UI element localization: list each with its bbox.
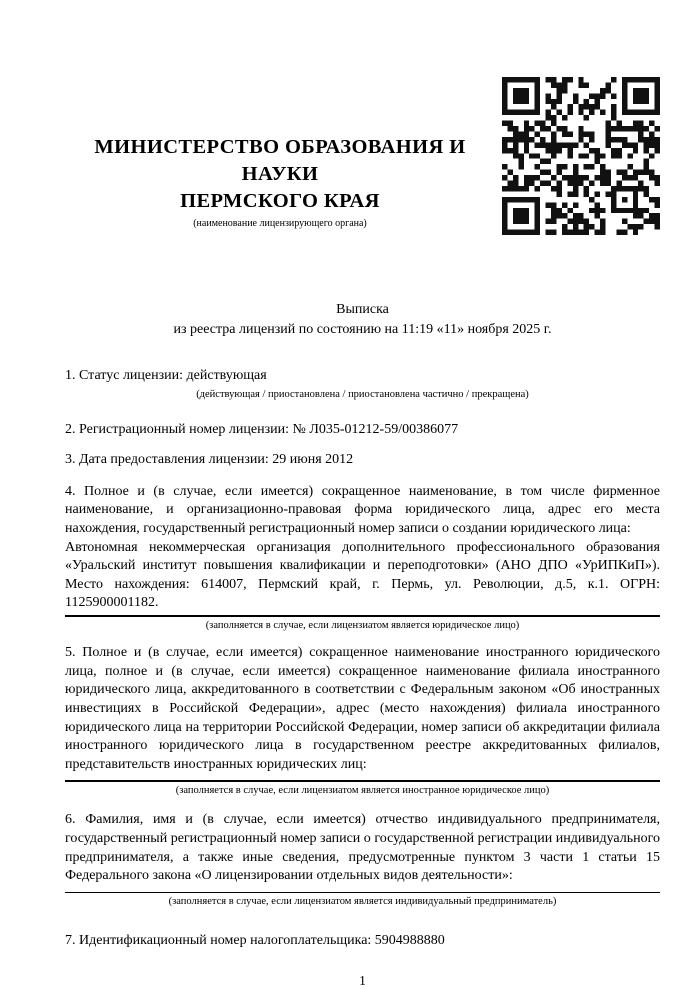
- qr-code: [502, 77, 660, 235]
- item-6-fill-line: [65, 892, 660, 893]
- org-name-caption: (наименование лицензирующего органа): [193, 218, 367, 229]
- issuing-authority: [65, 134, 495, 229]
- item-6-caption: (заполняется в случае, если лицензиатом является индивидуальный предприниматель): [168, 895, 557, 907]
- item-7-taxpayer-number: 7. Идентификационный номер налогоплательщика: 5904988880: [65, 932, 445, 948]
- item-5-caption: (заполняется в случае, если лицензиатом является иностранное юридическое лицо): [175, 785, 550, 797]
- item-4-legal-entity-heading: 4. Полное и (в случае, если имеется) сокращенное наименование, в том числе фирменное наименование, и организационно-правовая форма юридического лица, адрес его места нахождения, государственный регистрационный номер записи о создании юридического лица:: [65, 483, 660, 537]
- document-body: [65, 300, 660, 989]
- document-title: [65, 300, 660, 339]
- title-line1: Выписка: [336, 302, 389, 317]
- document-header: [0, 0, 700, 250]
- item-2-registration-number: 2. Регистрационный номер лицензии: № Л035-01212-59/00386077: [65, 421, 459, 437]
- item-4-caption: (заполняется в случае, если лицензиатом является юридическое лицо): [205, 620, 520, 632]
- item-5-fill-line: [65, 780, 660, 782]
- item-1-license-status: 1. Статус лицензии: действующая: [65, 368, 267, 383]
- page-number: 1: [359, 973, 366, 989]
- title-line2: из реестра лицензий по состоянию на 11:19 «11» ноября 2025 г.: [173, 321, 552, 337]
- qr-code-image: [502, 77, 660, 235]
- item-4-legal-entity-value: Автономная некоммерческая организация дополнительного профессионального образования «Уральский институт повышения квалификации и переподготовки» (АНО ДПО «УрИПКиП»). Место нахождения: 614007, Пермский край, г. Пермь, ул. Революции, д.5, к.1. ОГРН: 1125900001182.: [65, 539, 660, 611]
- org-name-line2: ПЕРМСКОГО КРАЯ: [180, 190, 380, 212]
- org-name-line1: МИНИСТЕРСТВО ОБРАЗОВАНИЯ И НАУКИ: [94, 136, 466, 185]
- item-4-fill-line: [65, 615, 660, 617]
- item-1-caption: (действующая / приостановлена / приостановлена частично / прекращена): [196, 388, 529, 400]
- item-3-grant-date: 3. Дата предоставления лицензии: 29 июня 2012: [65, 452, 354, 468]
- item-5-foreign-entity-heading: 5. Полное и (в случае, если имеется) сокращенное наименование иностранного юридического лица, полное и (в случае, если имеется) сокращенное наименование филиала иностранного юридического лица, аккредитованного в соответствии с Федеральным законом «Об иностранных инвестициях в Российской Федерации», адрес (место нахождения) филиала иностранного юридического лица на территории Российской Федерации, номер записи об аккредитации филиала иностранного юридического лица в государственном реестре аккредитованных филиалов, представительств иностранных юридических лиц:: [65, 645, 660, 772]
- item-6-entrepreneur-heading: 6. Фамилия, имя и (в случае, если имеется) отчество индивидуального предпринимателя, государственный регистрационный номер записи о государственной регистрации индивидуального предпринимателя, а также иные сведения, предусмотренные пунктом 3 части 1 статьи 15 Федерального закона «О лицензировании отдельных видов деятельности»:: [65, 812, 660, 884]
